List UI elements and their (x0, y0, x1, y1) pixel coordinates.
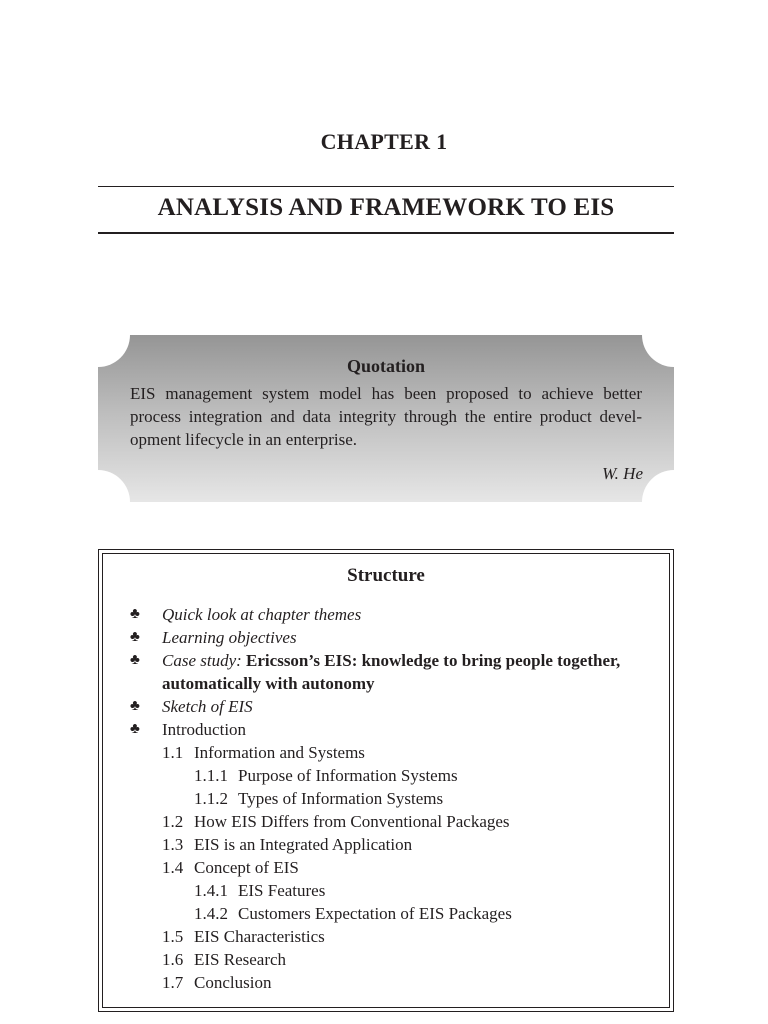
corner-notch (66, 470, 130, 534)
section-title: How EIS Differs from Conventional Packages (194, 812, 510, 831)
quotation-author: W. He (602, 464, 643, 483)
club-icon: ♣ (130, 698, 140, 714)
section-number: 1.1.1 (194, 766, 228, 785)
section-title: Types of Information Systems (238, 789, 444, 808)
case-study-title: Ericsson’s EIS: knowledge to bring people together, automatically with autonomy (162, 651, 621, 693)
list-item (130, 695, 650, 718)
title-rule-bottom (98, 232, 674, 234)
toc-section (130, 833, 650, 856)
list-item-text (162, 649, 650, 695)
section-title: Conclusion (194, 973, 272, 992)
toc-section (130, 810, 650, 833)
toc-subsection (130, 879, 650, 902)
structure-heading: Structure (347, 565, 425, 586)
section-title: EIS Characteristics (194, 927, 325, 946)
toc-section (130, 971, 650, 994)
section-title: Concept of EIS (194, 858, 299, 877)
toc-section (130, 856, 650, 879)
section-number: 1.1.2 (194, 789, 228, 808)
quotation-box (98, 335, 674, 502)
list-item (130, 626, 650, 649)
club-icon: ♣ (130, 652, 140, 668)
section-title: EIS Features (238, 881, 326, 900)
toc-subsection (130, 902, 650, 925)
structure-list (130, 603, 650, 994)
chapter-label: CHAPTER 1 (320, 129, 448, 154)
section-number: 1.4.2 (194, 904, 228, 923)
toc-section (130, 741, 650, 764)
list-item (130, 603, 650, 626)
toc-section (130, 925, 650, 948)
section-number: 1.5 (162, 927, 184, 946)
club-icon: ♣ (130, 606, 140, 622)
list-item-text: Learning objectives (162, 628, 297, 647)
section-number: 1.4.1 (194, 881, 228, 900)
case-study-prefix: Case study: (162, 651, 242, 670)
section-number: 1.3 (162, 835, 184, 854)
section-title: EIS Research (194, 950, 287, 969)
section-title: Customers Expectation of EIS Packages (238, 904, 512, 923)
title-rule-top (98, 186, 674, 187)
club-icon: ♣ (130, 629, 140, 645)
list-item (130, 718, 650, 741)
chapter-title: ANALYSIS AND FRAMEWORK TO EIS (157, 194, 615, 221)
section-number: 1.7 (162, 973, 184, 992)
quotation-heading: Quotation (346, 356, 425, 376)
section-number: 1.4 (162, 858, 184, 877)
section-number: 1.1 (162, 743, 184, 762)
quotation-text: EIS management system model has been proposed to achieve better process integration and data integrity through the entire product devel-opment lifecycle in an enterprise. (130, 384, 642, 449)
list-item-text: Sketch of EIS (162, 697, 253, 716)
section-title: EIS is an Integrated Application (194, 835, 413, 854)
section-title: Information and Systems (194, 743, 365, 762)
list-item-text: Quick look at chapter themes (162, 605, 362, 624)
list-item (130, 649, 650, 695)
corner-notch (642, 470, 706, 534)
section-number: 1.6 (162, 950, 184, 969)
section-title: Purpose of Information Systems (238, 766, 458, 785)
toc-section (130, 948, 650, 971)
section-number: 1.2 (162, 812, 184, 831)
toc-subsection (130, 787, 650, 810)
club-icon: ♣ (130, 721, 140, 737)
list-item-text: Introduction (162, 720, 247, 739)
toc-subsection (130, 764, 650, 787)
